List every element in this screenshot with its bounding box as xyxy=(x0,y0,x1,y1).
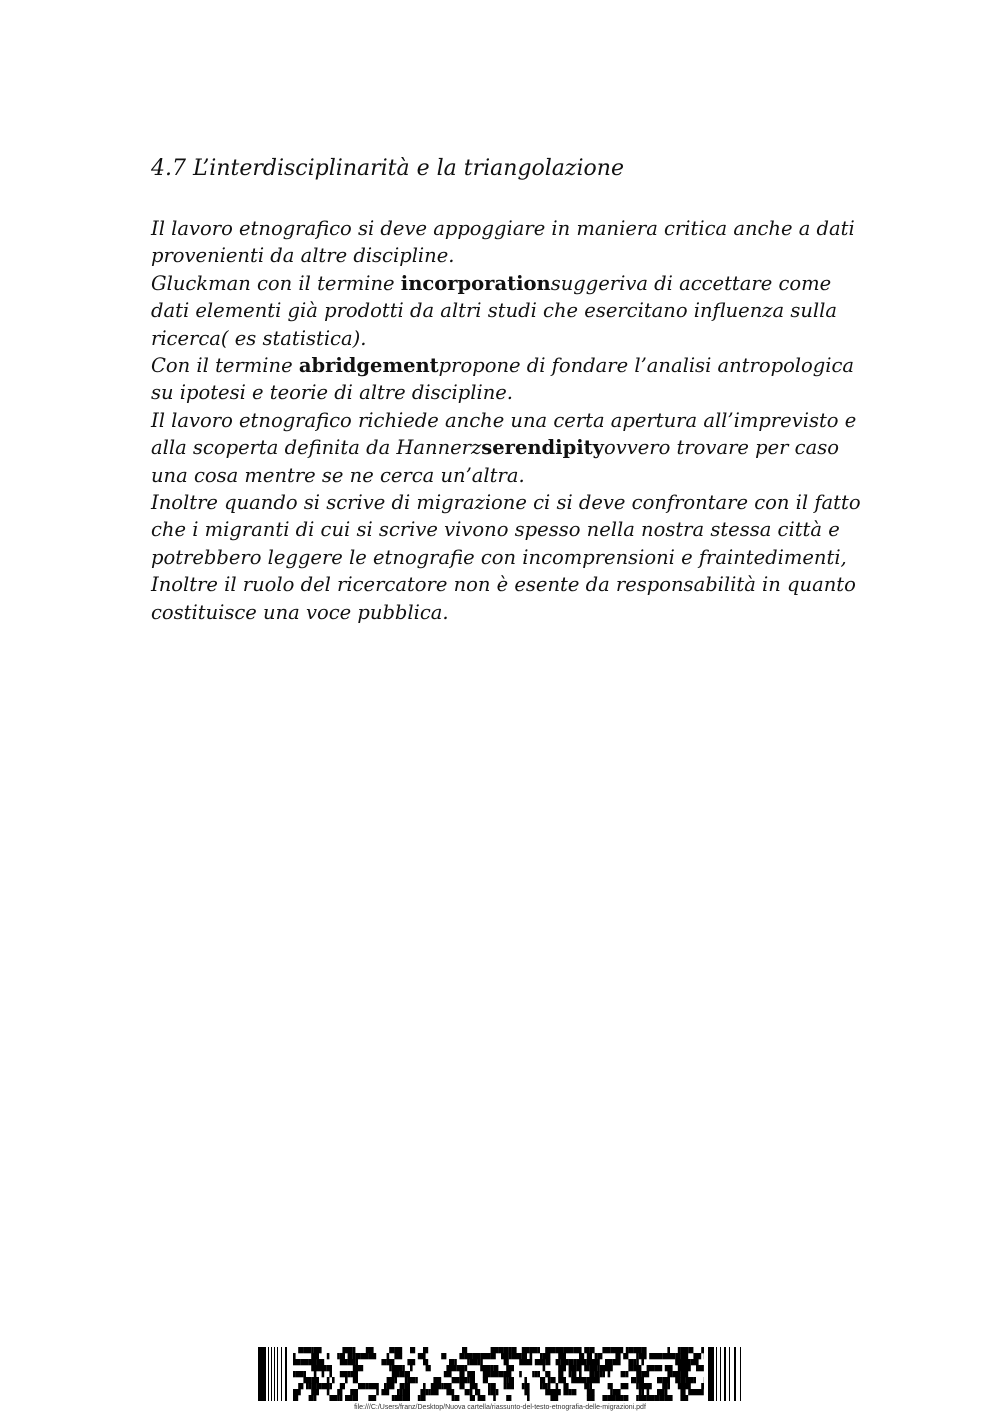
text-run: Il lavoro etnografico richiede anche una certa apertura all’imprevisto e xyxy=(151,408,857,432)
text-line xyxy=(151,242,871,269)
text-run: costituisce una voce pubblica. xyxy=(151,600,449,624)
text-run: Gluckman con il termine xyxy=(151,271,401,295)
text-run: ricerca( es statistica). xyxy=(151,326,367,350)
text-run: provenienti da altre discipline. xyxy=(151,244,455,268)
keyword-term: incorporation xyxy=(400,271,551,295)
keyword-term: serendipity xyxy=(481,436,604,460)
text-line xyxy=(151,434,871,461)
text-line xyxy=(151,516,871,543)
section-heading: 4.7 L’interdisciplinarità e la triangolazione xyxy=(151,156,624,181)
text-run: Inoltre il ruolo del ricercatore non è esente da responsabilità in quanto xyxy=(151,573,856,597)
text-line xyxy=(151,215,871,242)
text-line xyxy=(151,352,871,379)
footer-file-path: file:///C:/Users/franz/Desktop/Nuova cartella/riassunto-del-testo-etnografia-delle-migrazioni.pdf xyxy=(354,1404,646,1411)
text-run: alla scoperta definita da Hannerz xyxy=(151,436,482,460)
text-line xyxy=(151,462,871,489)
text-line xyxy=(151,571,871,598)
text-line xyxy=(151,599,871,626)
keyword-term: abridgement xyxy=(298,354,439,378)
text-line xyxy=(151,489,871,516)
text-line xyxy=(151,544,871,571)
text-run: Il lavoro etnografico si deve appoggiare in maniera critica anche a dati xyxy=(151,217,855,240)
text-line xyxy=(151,270,871,297)
text-line xyxy=(151,325,871,352)
barcode-image xyxy=(258,1347,742,1401)
text-line xyxy=(151,297,871,324)
text-run: dati elementi già prodotti da altri studi che esercitano influenza sulla xyxy=(151,299,838,323)
text-run: potrebbero leggere le etnografie con incomprensioni e fraintedimenti, xyxy=(151,545,847,569)
text-run: ovvero trovare per caso xyxy=(603,436,839,460)
body-text xyxy=(151,215,871,626)
text-line xyxy=(151,407,871,434)
text-run: su ipotesi e teorie di altre discipline. xyxy=(151,381,514,405)
text-line xyxy=(151,379,871,406)
text-run: una cosa mentre se ne cerca un’altra. xyxy=(151,463,525,487)
text-run: che i migranti di cui si scrive vivono spesso nella nostra stessa città e xyxy=(151,518,840,542)
text-run: suggeriva di accettare come xyxy=(550,271,832,295)
text-run: propone di fondare l’analisi antropologica xyxy=(438,354,855,378)
text-run: Inoltre quando si scrive di migrazione ci si deve confrontare con il fatto xyxy=(151,491,861,515)
text-run: Con il termine xyxy=(151,354,299,378)
